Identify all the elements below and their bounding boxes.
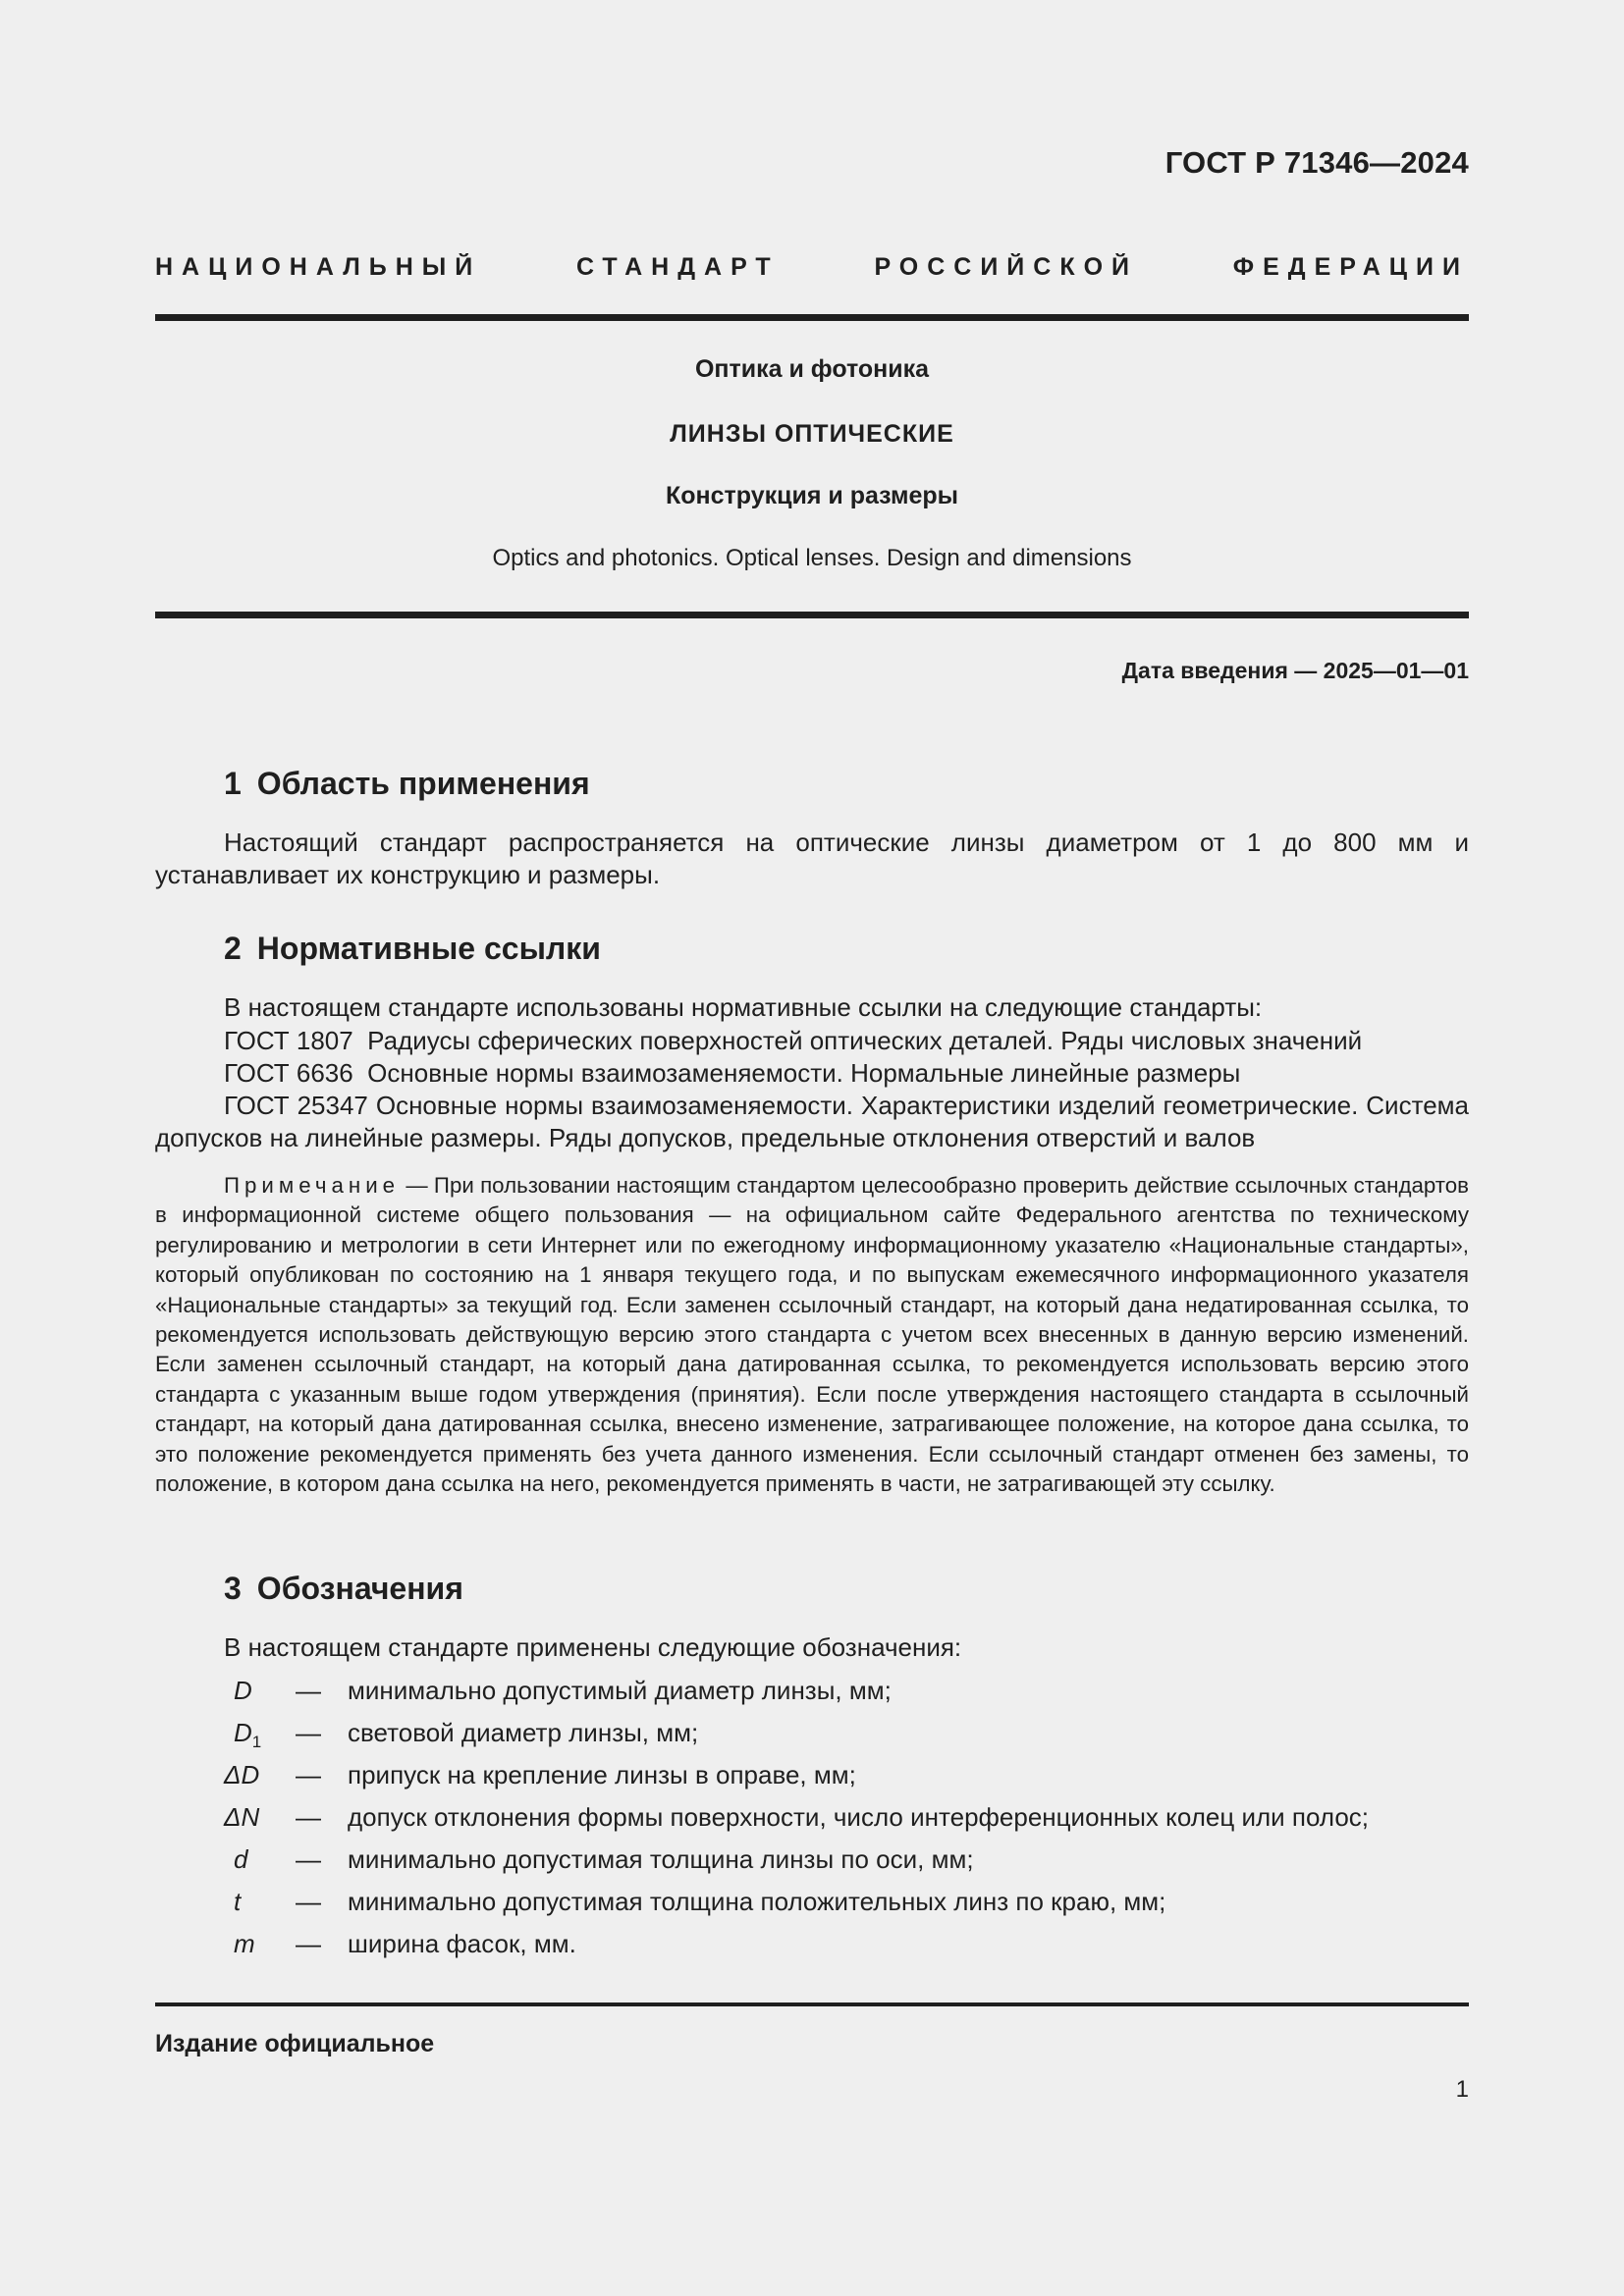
symbol-dash: —	[296, 1929, 321, 1958]
symbol: ΔN	[224, 1802, 260, 1832]
symbol-dash: —	[296, 1676, 321, 1705]
section-title: Область применения	[256, 766, 590, 801]
page-number: 1	[1455, 2076, 1469, 2103]
title-english: Optics and photonics. Optical lenses. Design and dimensions	[492, 545, 1132, 571]
section-2-intro: В настоящем стандарте использованы нормативные ссылки на следующие стандарты:	[224, 992, 1263, 1022]
title-sub: Конструкция и размеры	[665, 482, 959, 509]
symbol-description: ширина фасок, мм.	[348, 1929, 576, 1958]
section-2-note	[155, 1171, 1469, 1499]
section-2-heading	[224, 931, 601, 967]
reference-gost-25347: ГОСТ 25347 Основные нормы взаимозаменяемости. Характеристики изделий геометрические. Система допусков на линейные размеры. Ряды допусков, предельные отклонения отверстий и валов	[155, 1091, 1469, 1152]
symbol-description: допуск отклонения формы поверхности, число интерференционных колец или полос;	[348, 1802, 1370, 1832]
section-3-heading	[224, 1571, 463, 1607]
symbol-dash: —	[296, 1844, 321, 1874]
section-3-intro: В настоящем стандарте применены следующие обозначения:	[224, 1632, 962, 1662]
symbol: ΔD	[224, 1760, 260, 1789]
section-number: 1	[224, 766, 242, 801]
section-number: 2	[224, 931, 242, 966]
symbol: D	[234, 1676, 252, 1705]
symbol: $D_1$	[234, 1718, 262, 1751]
symbol-description: минимально допустимая толщина положительных линз по краю, мм;	[348, 1887, 1166, 1916]
title-main: ЛИНЗЫ ОПТИЧЕСКИЕ	[670, 420, 954, 448]
section-title: Нормативные ссылки	[256, 931, 601, 966]
symbol-description: припуск на крепление линзы в оправе, мм;	[348, 1760, 856, 1789]
title-field: Оптика и фотоника	[694, 355, 930, 383]
introduction-date: Дата введения — 2025—01—01	[1121, 658, 1469, 683]
note-label: Примечание	[224, 1173, 401, 1198]
symbol-description: минимально допустимый диаметр линзы, мм;	[348, 1676, 892, 1705]
symbol-dash: —	[296, 1718, 321, 1747]
symbol-description: минимально допустимая толщина линзы по оси, мм;	[348, 1844, 974, 1874]
section-1-heading	[224, 766, 590, 802]
symbol-dash: —	[296, 1802, 321, 1832]
section-number: 3	[224, 1571, 242, 1606]
symbol: t	[234, 1887, 242, 1916]
section-title: Обозначения	[256, 1571, 463, 1606]
reference-gost-1807: ГОСТ 1807 Радиусы сферических поверхностей оптических деталей. Ряды числовых значений	[224, 1026, 1363, 1055]
note-text: — При пользовании настоящим стандартом целесообразно проверить действие ссылочных стандартов в информационной системе общего пользования — на официальном сайте Федерального агентства по техническому регулированию и метрологии в сети Интернет или по ежегодному информационному указателю «Национальные стандарты», который опубликован по состоянию на 1 января текущего года, и по выпускам ежемесячного информационного указателя «Национальные стандарты» за текущий год. Если заменен ссылочный стандарт, на который дана недатированная ссылка, то рекомендуется использовать действующую версию этого стандарта с учетом всех внесенных в данную версию изменений. Если заменен ссылочный стандарт, на который дана датированная ссылка, то рекомендуется использовать версию этого стандарта с указанным выше годом утверждения (принятия). Если после утверждения настоящего стандарта в ссылочный стандарт, на который дана датированная ссылка, внесено изменение, затрагивающее положение, на которое дана ссылка, то это положение рекомендуется применять без учета данного изменения. Если ссылочный стандарт отменен без замены, то положение, в котором дана ссылка на него, рекомендуется применять в части, не затрагивающей эту ссылку.	[155, 1173, 1469, 1497]
official-edition-label: Издание официальное	[155, 2030, 435, 2057]
top-divider	[155, 314, 1469, 321]
reference-gost-6636: ГОСТ 6636 Основные нормы взаимозаменяемости. Нормальные линейные размеры	[224, 1058, 1241, 1088]
symbol-dash: —	[296, 1887, 321, 1916]
footer-divider	[155, 2002, 1469, 2006]
symbol: m	[234, 1929, 255, 1958]
title-divider	[155, 612, 1469, 618]
document-number: ГОСТ Р 71346—2024	[1164, 145, 1469, 180]
symbol-description: световой диаметр линзы, мм;	[348, 1718, 699, 1747]
national-standard-banner: НАЦИОНАЛЬНЫЙ СТАНДАРТ РОССИЙСКОЙ ФЕДЕРАЦИИ	[155, 253, 1469, 281]
symbol-dash: —	[296, 1760, 321, 1789]
symbol: d	[234, 1844, 248, 1874]
section-1-text: Настоящий стандарт распространяется на оптические линзы диаметром от 1 до 800 мм и устанавливает их конструкцию и размеры.	[155, 828, 1469, 889]
